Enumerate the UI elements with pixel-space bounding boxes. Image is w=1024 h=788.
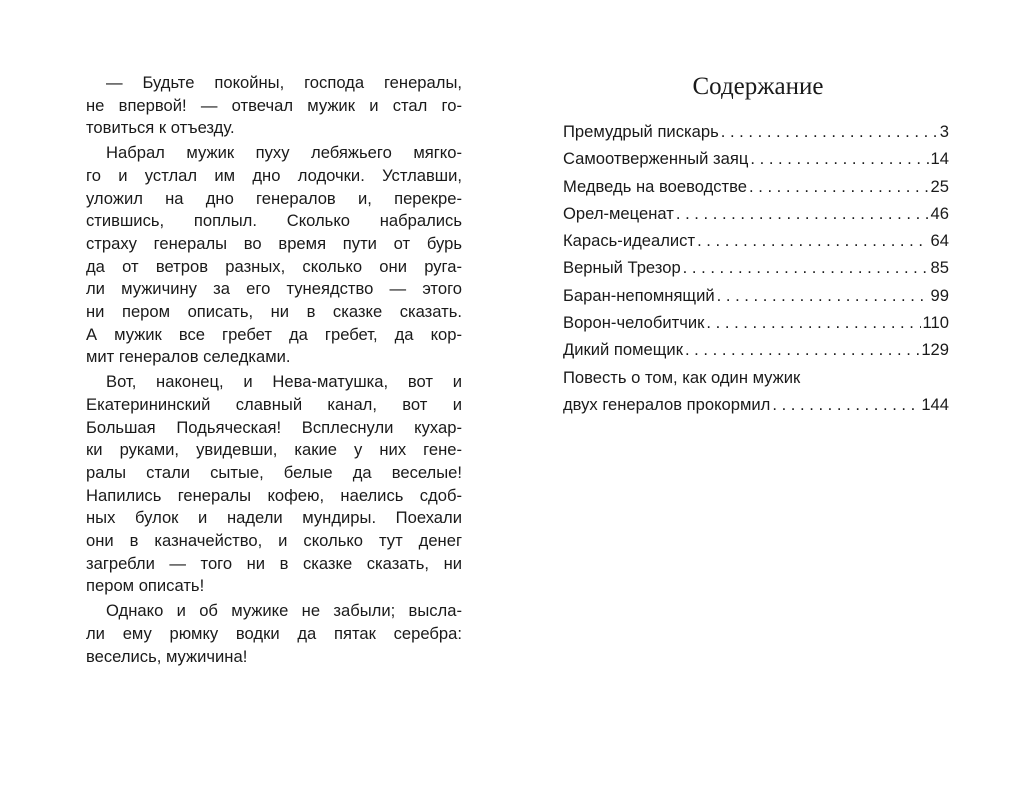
text-line: — Будьте покойны, господа генералы, xyxy=(106,73,462,92)
toc-entry[interactable] xyxy=(563,227,949,254)
toc-leader-dots xyxy=(721,118,938,145)
text-line: го и устлал им дно лодочки. Устлавши, xyxy=(86,165,462,185)
toc-entry[interactable] xyxy=(563,254,949,281)
toc-leader-dots xyxy=(706,309,920,336)
paragraph xyxy=(66,371,462,598)
text-line: А мужик все гребет да гребет, да кор- xyxy=(86,324,462,344)
toc-entry-title: Верный Трезор xyxy=(563,258,681,278)
toc-entry-page: 99 xyxy=(930,285,949,305)
text-line: мит генералов селедками. xyxy=(86,347,291,367)
toc-leader-dots xyxy=(750,145,928,172)
text-line: не впервой! — отвечал мужик и стал го- xyxy=(86,95,462,115)
text-line: загребли — того ни в сказке сказать, ни xyxy=(86,553,462,573)
toc-entry-page: 25 xyxy=(930,176,949,196)
toc-entry-page: 64 xyxy=(930,231,949,251)
toc-entry[interactable] xyxy=(563,145,949,172)
toc-entry-page: 85 xyxy=(930,258,949,278)
toc-leader-dots xyxy=(749,173,929,200)
left-page-text xyxy=(66,72,462,670)
table-of-contents xyxy=(563,72,949,418)
toc-entry[interactable] xyxy=(563,173,949,200)
text-line: пером описать! xyxy=(86,576,205,596)
toc-leader-dots xyxy=(676,200,929,227)
text-line: ных булок и надели мундиры. Поехали xyxy=(86,508,462,528)
toc-leader-dots xyxy=(717,282,929,309)
paragraph xyxy=(66,142,462,369)
text-line: Однако и об мужике не забыли; высла- xyxy=(106,601,462,621)
toc-entry-line1[interactable] xyxy=(563,364,949,391)
text-line: Напились генералы кофею, наелись сдоб- xyxy=(86,485,462,505)
text-line: Вот, наконец, и Нева-матушка, вот и xyxy=(106,372,462,392)
toc-entry-page: 144 xyxy=(921,394,949,414)
toc-entry[interactable] xyxy=(563,282,949,309)
text-line: Екатерининский славный канал, вот и xyxy=(86,394,462,414)
toc-heading: Содержание xyxy=(692,73,824,100)
toc-entry-title: Самоотверженный заяц xyxy=(563,149,749,169)
paragraph xyxy=(66,72,462,140)
text-line: Набрал мужик пуху лебяжьего мягко- xyxy=(106,143,462,163)
text-line: ралы стали сытые, белые да веселые! xyxy=(86,462,462,482)
toc-entry[interactable] xyxy=(563,118,949,145)
text-line: стившись, поплыл. Сколько набрались xyxy=(86,211,462,231)
toc-list xyxy=(563,118,949,418)
toc-entry-title: Медведь на воеводстве xyxy=(563,176,748,196)
toc-entry-title: Орел-меценат xyxy=(563,203,674,223)
text-line: веселись, мужичина! xyxy=(86,646,248,666)
toc-entry-line2[interactable] xyxy=(563,391,949,418)
text-line: ни пером описать, ни в сказке сказать. xyxy=(86,302,462,322)
text-line: да от ветров разных, сколько они руга- xyxy=(86,256,462,276)
toc-entry[interactable] xyxy=(563,309,949,336)
text-line: ки руками, увидевши, какие у них гене- xyxy=(86,440,462,460)
text-line: ли мужичину за его тунеядство — этого xyxy=(86,279,462,299)
toc-entry-page: 110 xyxy=(922,313,949,333)
toc-entry-page: 3 xyxy=(939,122,949,141)
toc-leader-dots xyxy=(685,336,919,363)
text-line: страху генералы во время пути от бурь xyxy=(86,233,462,253)
text-line: товиться к отъезду. xyxy=(86,118,235,138)
toc-entry-title: Баран-непомнящий xyxy=(563,285,715,305)
toc-entry-title: Повесть о том, как один мужик xyxy=(563,367,801,387)
text-line: уложил на дно генералов и, перекре- xyxy=(86,188,462,208)
toc-entry[interactable] xyxy=(563,200,949,227)
toc-leader-dots xyxy=(697,227,928,254)
toc-entry[interactable] xyxy=(563,336,949,363)
toc-entry-title: Карась-идеалист xyxy=(563,231,696,251)
toc-entry-title: двух генералов прокормил xyxy=(563,394,771,414)
text-line: Большая Подьяческая! Всплеснули кухар- xyxy=(86,417,462,437)
toc-entry-title: Дикий помещик xyxy=(563,340,683,360)
toc-entry-page: 14 xyxy=(930,149,949,169)
text-line: ли ему рюмку водки да пятак серебра: xyxy=(86,623,462,643)
toc-entry-page: 129 xyxy=(921,340,949,360)
toc-leader-dots xyxy=(772,391,919,418)
toc-leader-dots xyxy=(683,254,929,281)
paragraph xyxy=(66,600,462,668)
toc-entry-page: 46 xyxy=(930,203,949,223)
toc-entry-title: Премудрый пискарь xyxy=(563,122,719,141)
toc-entry-title: Ворон-челобитчик xyxy=(563,313,705,333)
text-line: они в казначейство, и сколько тут денег xyxy=(86,531,462,551)
